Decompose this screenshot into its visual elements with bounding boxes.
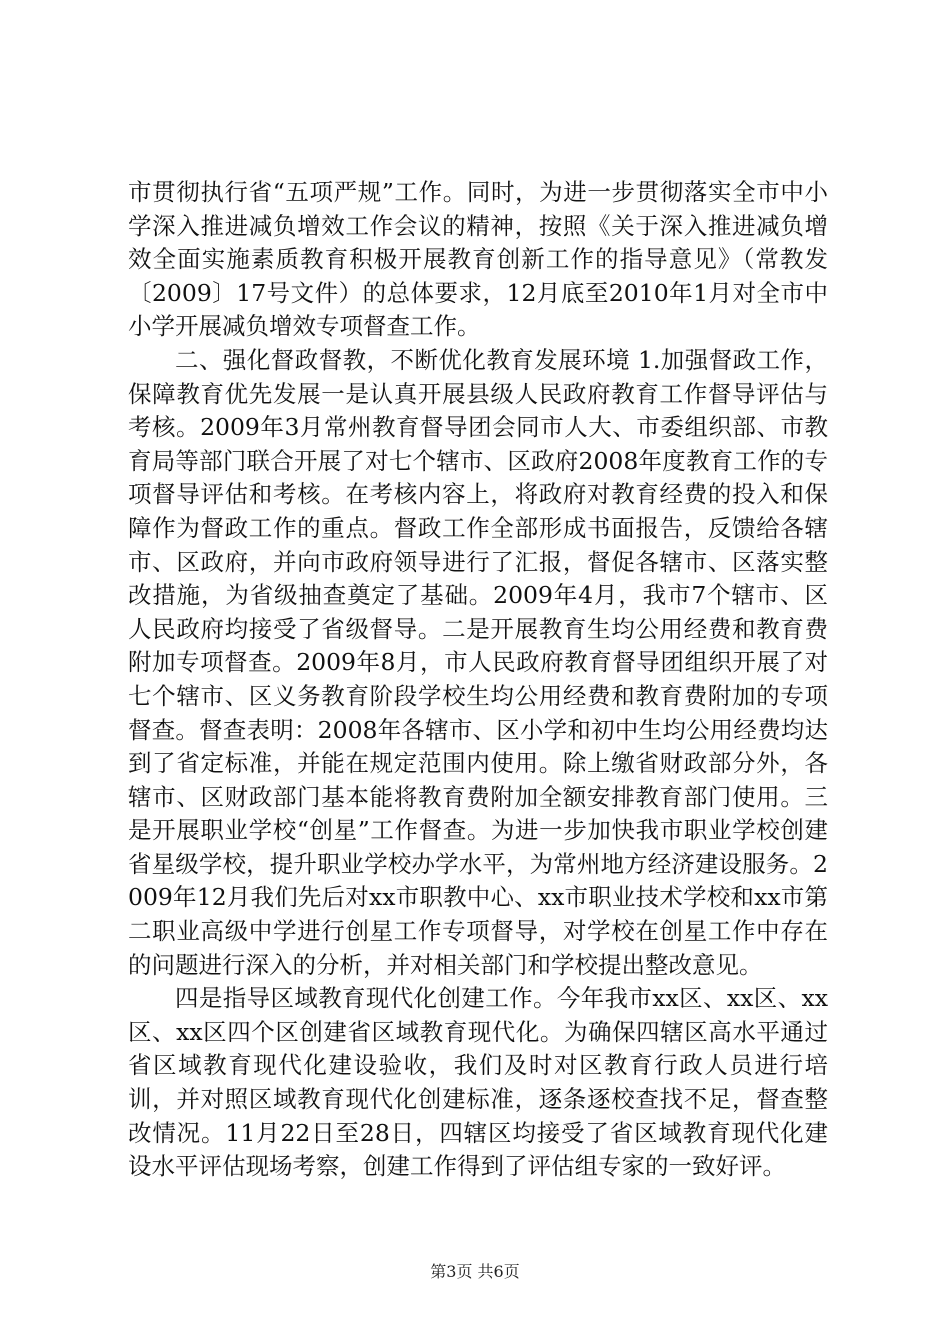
paragraph-item-four: 四是指导区域教育现代化创建工作。今年我市xx区、xx区、xx区、xx区四个区创建省区域教育现代化。为确保四辖区高水平通过省区域教育现代化建设验收，我们及时对区教育行政人员进行培训，并对照区域教育现代化创建标准，逐条逐校查找不足，督查整改情况。11月22日至28日，四辖区均接受了省区域教育现代化建设水平评估现场考察，创建工作得到了评估组专家的一致好评。 bbox=[128, 984, 828, 1181]
document-body bbox=[128, 176, 828, 1184]
paragraph-continuation: 市贯彻执行省“五项严规”工作。同时，为进一步贯彻落实全市中小学深入推进减负增效工作会议的精神，按照《关于深入推进减负增效全面实施素质教育积极开展教育创新工作的指导意见》（常教发〔2009〕17号文件）的总体要求，12月底至2010年1月对全市中小学开展减负增效专项督查工作。 bbox=[128, 178, 828, 341]
paragraph-section-two: 二、强化督政督教，不断优化教育发展环境 1.加强督政工作，保障教育优先发展一是认真开展县级人民政府教育工作督导评估与考核。2009年3月常州教育督导团会同市人大、市委组织部、市教育局等部门联合开展了对七个辖市、区政府2008年度教育工作的专项督导评估和考核。在考核内容上，将政府对教育经费的投入和保障作为督政工作的重点。督政工作全部形成书面报告，反馈给各辖市、区政府，并向市政府领导进行了汇报，督促各辖市、区落实整改措施，为省级抽查奠定了基础。2009年4月，我市7个辖市、区人民政府均接受了省级督导。二是开展教育生均公用经费和教育费附加专项督查。2009年8月，市人民政府教育督导团组织开展了对七个辖市、区义务教育阶段学校生均公用经费和教育费附加的专项督查。督查表明：2008年各辖市、区小学和初中生均公用经费均达到了省定标准，并能在规定范围内使用。除上缴省财政部分外，各辖市、区财政部门基本能将教育费附加全额安排教育部门使用。三是开展职业学校“创星”工作督查。为进一步加快我市职业学校创建省星级学校，提升职业学校办学水平，为常州地方经济建设服务。2009年12月我们先后对xx市职教中心、xx市职业技术学校和xx市第二职业高级中学进行创星工作专项督导，对学校在创星工作中存在的问题进行深入的分析，并对相关部门和学校提出整改意见。 bbox=[128, 345, 828, 979]
page-number-footer: 第3页 共6页 bbox=[430, 1262, 520, 1281]
